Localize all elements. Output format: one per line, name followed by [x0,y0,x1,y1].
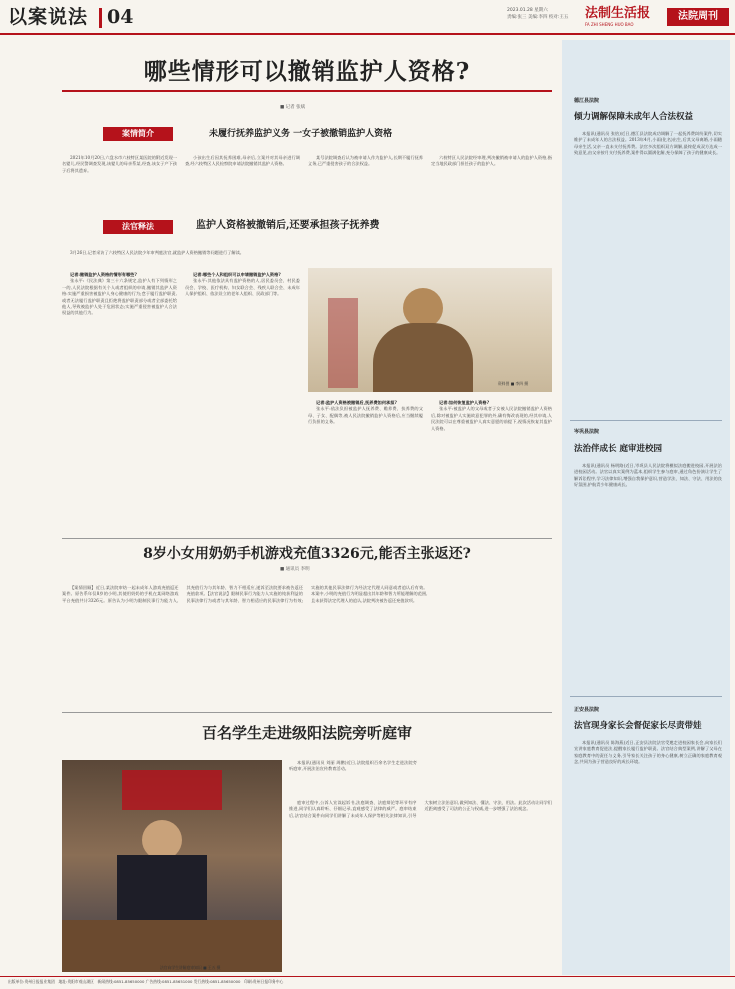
case-col-4: 六枝特区人民法院经审理,判决撤销被申请人的监护人资格,指定当地民政部门担任孩子的监护人。 [431,155,552,167]
page-number: 04 [107,6,134,28]
case-col-3: 某号法院调查后认为被申请人作为监护人,长期不履行抚养义务,已严重侵害孩子的合法权益。 [308,155,423,167]
footer-printer: 印刷:贵州日报印务中心 [244,979,284,984]
case-tag: 案情简介 [103,127,173,141]
students-col-1: 本报讯(通讯员 刘丽 周鹏)近日,法院组织百余名学生走进法院旁听庭审,开展法治宣传教育活动。 [289,760,417,772]
sidebar-body-1: 本报讯(通讯员 张怡)近日,德江县法院成功调解了一起抚养费纠纷案件,切实维护了未成年人的合法权益。2013年4月,小雨(化名)出生,后其父母离婚,小雨随母亲生活,父亲一直未支付抚养费。法官多次组织双方调解,最终促成双方达成一致意见,由父亲按月支付抚养费,案件得以圆满化解,充分保障了孩子的健康成长。 [574,131,722,156]
editor-line: 责编:张三 美编:李四 校对:王五 [507,15,569,20]
main-headline-box [62,58,552,86]
view-intro: 3月26日,记者采访了六枝特区人民法院少年审判庭法官,就监护人资格撤销等问题进行了解读。 [70,250,244,255]
main-headline: 哪些情形可以撤销监护人资格? [143,58,471,85]
qa-col-2: 记者:哪些个人和组织可以申请撤销监护人资格? 张永平:其他依法具有监护资格的人,居民委员会、村民委员会、学校、医疗机构、妇女联合会、残疾人联合会、未成年人保护组织、依法设立的老年人组织、民政部门等。 [185,272,300,297]
sidebar-title-2: 法治伴成长 庭审进校园 [574,444,662,454]
qa-col-1: 记者:撤销监护人资格的情形有哪些? 张永平:《民法典》第三十六条规定,监护人有下列情形之一的,人民法院根据有关个人或者组织的申请,撤销其监护人资格:实施严重损害被监护人身心健康的行为;怠于履行监护职责,或者无法履行监护职责且拒绝将监护职责部分或者全部委托给他人,导致被监护人处于危困状态;实施严重侵害被监护人合法权益的其他行为。 [62,272,177,316]
sidebar-region-2: 岑巩县法院 [574,429,600,435]
judge-head [142,820,182,860]
headline-rule [62,90,552,92]
main-photo [308,268,552,392]
section-divider-2 [62,712,552,713]
weekly-tag: 法院周刊 [667,8,729,26]
section-title: 以案说法 [8,6,89,28]
main-byline: ■ 记者 张斌 [280,105,306,110]
paper-pinyin: FA ZHI SHENG HUO BAO [585,22,634,27]
case-title: 未履行抚养监护义务 一女子被撤销监护人资格 [209,129,393,139]
view-tag: 法官释法 [103,220,173,234]
students-photo-caption: 法官向学生讲解庭审知识 ■ 王五 摄 [160,965,221,970]
game-body: 【案情回顾】近日,某法院审结一起未成年人游戏充值返还案件。原告系年仅8岁的小明,其使用奶奶的手机在某网络游戏平台充值共计3326元。原告认为小明为限制民事行为能力人,其充值行为与其年龄、智力不相适应,遂诉至法院要求被告返还充值款项。【法官说法】限制民事行为能力人实施的纯获利益的民事法律行为或者与其年龄、智力相适应的民事法律行为有效;实施的其他民事法律行为经法定代理人同意或者追认后有效。本案中,小明的充值行为明显超出其年龄和智力所能理解的范围,且未获得法定代理人的追认,法院判决被告返还充值款项。 [62,585,428,603]
sidebar-body-2: 本报讯(通讯员 杨明路)近日,岑巩县人民法院将模拟法庭搬进校园,开展法治进校园活动。法官以真实案例为蓝本,组织学生参与庭审,通过角色扮演让学生了解诉讼程序,学习法律知识,增强自我保护意识,营造学法、知法、守法、用法的良好氛围,护航青少年健康成长。 [574,463,722,488]
case-col-2: 小孩出生后因其抚养困难,母亲后,立案并对其母亲进行调查,经六枝特区人民检察院申请法院撤销其监护人资格。 [185,155,300,167]
sidebar-region-1: 德江县法院 [574,98,600,104]
header-rule [0,33,735,35]
students-headline: 百名学生走进级阳法院旁听庭审 [201,724,412,742]
photo-figure-head [403,288,443,328]
students-body: 庭审过程中,公诉人宣读起诉书,法庭调查、法庭辩论等环节有序推进,同学们认真聆听、仔细记录,直观感受了法律的威严。庭审结束后,法官结合案件向同学们讲解了未成年人保护等相关法律知识,引导大家树立法治意识,做到知法、懂法、守法、用法。此次活动让同学们近距离感受了司法的公正与权威,进一步增强了法治观念。 [289,800,552,818]
sidebar-region-3: 正安县法院 [574,707,600,713]
masthead [0,0,735,34]
qa-col-3: 记者:监护人资格被撤销后,抚养费如何承担? 张永平:依法负担被监护人抚养费、赡养费、扶养费的父母、子女、配偶等,被人民法院撤销监护人资格后,应当继续履行负担的义务。 [308,400,423,425]
sidebar-divider-2 [570,696,722,697]
game-headline: 8岁小女用奶奶手机游戏充值3326元,能否主张返还? [143,546,471,562]
date-line: 2023.01.28 星期六 [507,8,548,13]
section-divider-1 [62,538,552,539]
title-divider [99,8,102,28]
qa-col-4: 记者:如何恢复监护人资格? 张永平:被监护人的父母或者子女被人民法院撤销监护人资格后,除对被监护人实施故意犯罪的外,确有悔改表现的,经其申请,人民法院可以在尊重被监护人真实意愿的前提下,视情况恢复其监护人资格。 [431,400,552,431]
photo-figure-body [373,323,473,392]
footer-phones: 新闻热线:0851-85650000 广告热线:0851-85651000 发行热线:0851-85650000 [97,979,241,984]
paper-name: 法制生活报 [585,6,651,21]
students-photo [62,760,282,972]
game-byline: ■ 通讯员 李明 [280,567,310,572]
footer-publisher: 出版单位:贵州日报报业集团 [8,979,55,984]
case-col-1: 2021年10月20日,六盘水市六枝特区某医院的附近发现一名婴儿,经民警调查发现,该婴儿的母亲系某,经查,该女子产下孩子后将其遗弃。 [62,155,177,173]
photo-decoration [328,298,358,388]
sidebar-divider-1 [570,420,722,421]
court-emblem [122,770,222,810]
footer [8,979,735,985]
view-title: 监护人资格被撤销后,还要承担孩子抚养费 [196,220,380,231]
main-photo-caption: 资料图 ■ 李四 摄 [498,381,528,386]
footer-rule [0,976,735,977]
sidebar-body-3: 本报讯(通讯员 陈海燕)近日,正安县法院法官受邀走进校园家长会,向家长们宣讲家庭教育促进法,提醒家长履行监护职责。法官结合典型案例,讲解了父母在家庭教育中的责任与义务,引导家长关注孩子的身心健康,树立正确的家庭教育观念,共同为孩子营造良好的成长环境。 [574,740,722,765]
sidebar-title-1: 倾力调解保障未成年人合法权益 [574,112,694,122]
sidebar-title-3: 法官现身家长会督促家长尽责带娃 [574,721,702,731]
footer-address: 地址:贵阳市观山湖区 [58,979,94,984]
